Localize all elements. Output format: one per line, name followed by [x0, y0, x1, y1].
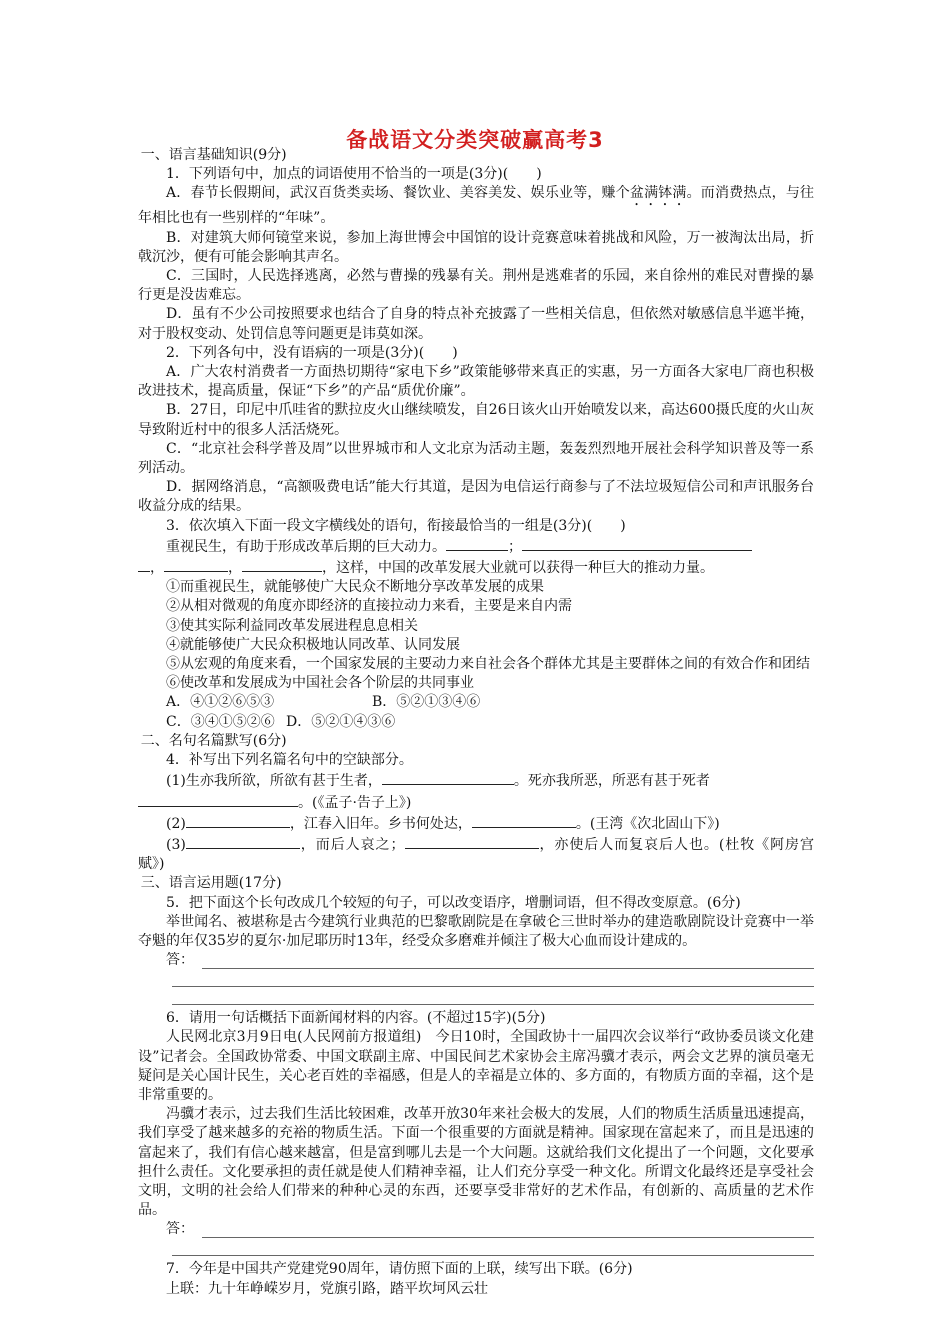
q1-option-c: C．三国时，人民选择逃离，必然与曹操的残暴有关。荆州是逃难者的乐园，来自徐州的难民对曹操的暴行更是没齿难忘。 [138, 268, 814, 304]
q4-blank-3 [186, 813, 290, 828]
q1-a-part1: A．春节长假期间，武汉百货类卖场、餐饮业、美容美发、娱乐业等，赚个 [166, 185, 630, 202]
section-1-heading: 一、语言基础知识(9分) [140, 147, 287, 163]
q3-option-d: D．⑤②①④③⑥ [286, 713, 396, 730]
q4-line-1-cont [138, 792, 814, 813]
q3-item: ②从相对微观的角度亦即经济的直接拉动力来看，主要是来自内需 [166, 598, 572, 615]
q3-item: ③使其实际利益同改革发展进程息息相关 [166, 617, 418, 634]
q7-upper-couplet: 上联：九十年峥嵘岁月，党旗引路，踏平坎坷风云壮 [166, 1280, 488, 1297]
answer-line[interactable] [202, 951, 814, 969]
q4-l2-text: ，江春入旧年。乡书何处达， [289, 815, 472, 832]
q4-line-3 [138, 834, 814, 874]
q1-option-d: D．虽有不少公司按照要求也结合了自身的特点补充披露了一些相关信息，但依然对敏感信息半遮半掩，对于股权变动、处罚信息等问题更是讳莫如深。 [138, 306, 814, 342]
q2-stem: 2．下列各句中，没有语病的一项是(3分)( ) [166, 344, 458, 361]
q2-option-d: D．据网络消息，“高额吸费电话”能大行其道，是因为电信运行商参与了不法垃圾短信公司和声讯服务台收益分成的结果。 [138, 479, 814, 515]
q5-answer-label: 答： [166, 952, 194, 969]
q3-item: ④就能够使广大民众积极地认同改革、认同发展 [166, 636, 460, 653]
q4-l1-source: 。(《孟子·告子上》) [298, 794, 412, 811]
q1-option-b: B．对建筑大师何镜堂来说，参加上海世博会中国馆的设计竞赛意味着挑战和风险，万一被淘汰出局，折戟沉沙，便有可能会影响其声名。 [138, 229, 814, 265]
q5-answer-area[interactable] [138, 951, 814, 1005]
q3-item: ①而重视民生，就能够使广大民众不断地分享改革发展的成果 [166, 579, 544, 596]
document-body [138, 146, 814, 1299]
answer-line[interactable] [172, 969, 814, 987]
q5-passage: 举世闻名、被堪称是古今建筑行业典范的巴黎歌剧院是在拿破仑三世时举办的建造歌剧院设计竞赛中一举夺魁的年仅35岁的夏尔·加尼耶历时13年，经受众多磨难并倾注了极大心血而设计建成的。 [138, 913, 814, 949]
q3-blank-2 [522, 536, 752, 551]
q6-stem: 6．请用一句话概括下面新闻材料的内容。(不超过15字)(5分) [166, 1010, 546, 1027]
answer-line[interactable] [172, 987, 814, 1005]
q6-news-paragraph-2: 冯骥才表示，过去我们生活比较困难，改革开放30年来社会极大的发展，人们的物质生活质量迅速提高，我们享受了越来越多的充裕的物质生活。下面一个很重要的方面就是精神。国家现在富起来了，而且是迅速的富起来了，我们有信心越来越富，但是富到哪儿去是一个大问题。这就给我们文化提出了一个问题，文化要承担什么责任。文化要承担的责任就是使人们精神幸福，让人们充分享受一种文化。所谓文化最终还是享受社会文明，文明的社会给人们带来的种种心灵的东西，还要享受非常好的艺术作品，有创新的、高质量的艺术作品。 [138, 1106, 814, 1219]
page-title: 备战语文分类突破赢高考3 [346, 128, 604, 152]
q6-answer-label: 答： [166, 1221, 194, 1238]
q4-blank-4 [472, 813, 576, 828]
q4-l1-text-a: (1)生亦我所欲，所欲有甚于生者， [166, 773, 382, 790]
q3-passage-line1 [138, 536, 814, 557]
q5-stem: 5．把下面这个长句改成几个较短的句子，可以改变语序，增删词语，但不得改变原意。(6分) [166, 894, 741, 911]
q3-blank-2-cont [138, 557, 150, 572]
q3-blank-3 [164, 557, 228, 572]
q4-blank-1 [382, 770, 514, 785]
q4-line-2 [138, 813, 814, 834]
q4-l3-source: ，亦使后人而复哀后人也。(杜牧《阿房宫赋》) [138, 836, 815, 873]
q3-options-row-1 [138, 693, 814, 712]
q4-l2-num: (2) [166, 815, 186, 832]
q4-stem: 4．补写出下列名篇名句中的空缺部分。 [166, 752, 413, 769]
q3-blank-1 [446, 536, 508, 551]
q3-semicolon: ； [508, 538, 522, 555]
q3-item: ⑤从宏观的角度来看，一个国家发展的主要动力来自社会各个群体尤其是主要群体之间的有效合作和团结 [166, 656, 810, 673]
q3-option-a: A．④①②⑥⑤③ [166, 694, 275, 711]
answer-line[interactable] [172, 1238, 814, 1256]
q3-option-b: B．⑤②①③④⑥ [372, 694, 481, 711]
section-2-heading: 二、名句名篇默写(6分) [140, 732, 287, 749]
q4-blank-2 [138, 792, 298, 807]
q3-options-row-2 [138, 713, 814, 732]
q3-passage-line2 [138, 557, 814, 578]
q3-blank-4 [242, 557, 322, 572]
q1-stem: 1．下列语句中，加点的词语使用不恰当的一项是(3分)( ) [166, 166, 542, 183]
q4-l2-source: 。(王湾《次北固山下》) [575, 815, 720, 832]
q3-passage-start: 重视民生，有助于形成改革后期的巨大动力。 [166, 538, 446, 555]
q3-stem: 3．依次填入下面一段文字横线处的语句，衔接最恰当的一组是(3分)( ) [166, 517, 626, 534]
q1-a-dotted-word: 盆满钵满 [629, 185, 687, 202]
q3-item: ⑥使改革和发展成为中国社会各个阶层的共同事业 [166, 675, 474, 692]
q3-passage-end: ，这样，中国的改革发展大业就可以获得一种巨大的推动力量。 [322, 560, 714, 577]
q2-option-b: B．27日，印尼中爪哇省的默拉皮火山继续喷发，自26日该火山开始喷发以来，高达600摄氏度的火山灰导致附近村中的很多人活活烧死。 [138, 402, 814, 438]
q4-l1-text-b: 。死亦我所恶，所恶有甚于死者 [513, 773, 710, 790]
q2-option-c: C．“北京社会科学普及周”以世界城市和人文北京为活动主题，轰轰烈烈地开展社会科学知识普及等一系列活动。 [138, 440, 814, 477]
q1-option-a [138, 184, 814, 228]
q3-comma-2: ， [228, 560, 242, 577]
q4-blank-6 [405, 834, 539, 849]
q4-blank-5 [186, 834, 300, 849]
q2-option-a: A．广大农村消费者一方面热切期待“家电下乡”政策能够带来真正的实惠，另一方面各大家电厂商也积极改进技术，提高质量，保证“下乡”的产品“质优价廉”。 [138, 364, 814, 400]
q4-l3-num: (3) [166, 836, 186, 853]
q3-comma-1: ， [150, 560, 164, 577]
answer-line[interactable] [202, 1220, 814, 1238]
q4-l3-text: ，而后人哀之； [299, 836, 405, 853]
q1-a-part2: 。而消费热点，与往年相比也有一些别样的“年味”。 [138, 185, 815, 227]
q3-option-c: C．③④①⑤②⑥ [166, 713, 275, 730]
q4-line-1 [138, 770, 814, 791]
q6-news-paragraph-1: 人民网北京3月9日电(人民网前方报道组) 今日10时，全国政协十一届四次会议举行“政协委员谈文化建设”记者会。全国政协常委、中国文联副主席、中国民间艺术家协会主席冯骥才表示，两会文艺界的演员毫无疑问是关心国计民生，关心老百姓的幸福感，但是人的幸福是立体的、多方面的，有物质方面的幸福，这个是非常重要的。 [138, 1029, 814, 1103]
section-3-heading: 三、语言运用题(17分) [140, 875, 282, 892]
q7-stem: 7．今年是中国共产党建党90周年，请仿照下面的上联，续写出下联。(6分) [166, 1261, 633, 1278]
q6-answer-area[interactable] [138, 1220, 814, 1256]
